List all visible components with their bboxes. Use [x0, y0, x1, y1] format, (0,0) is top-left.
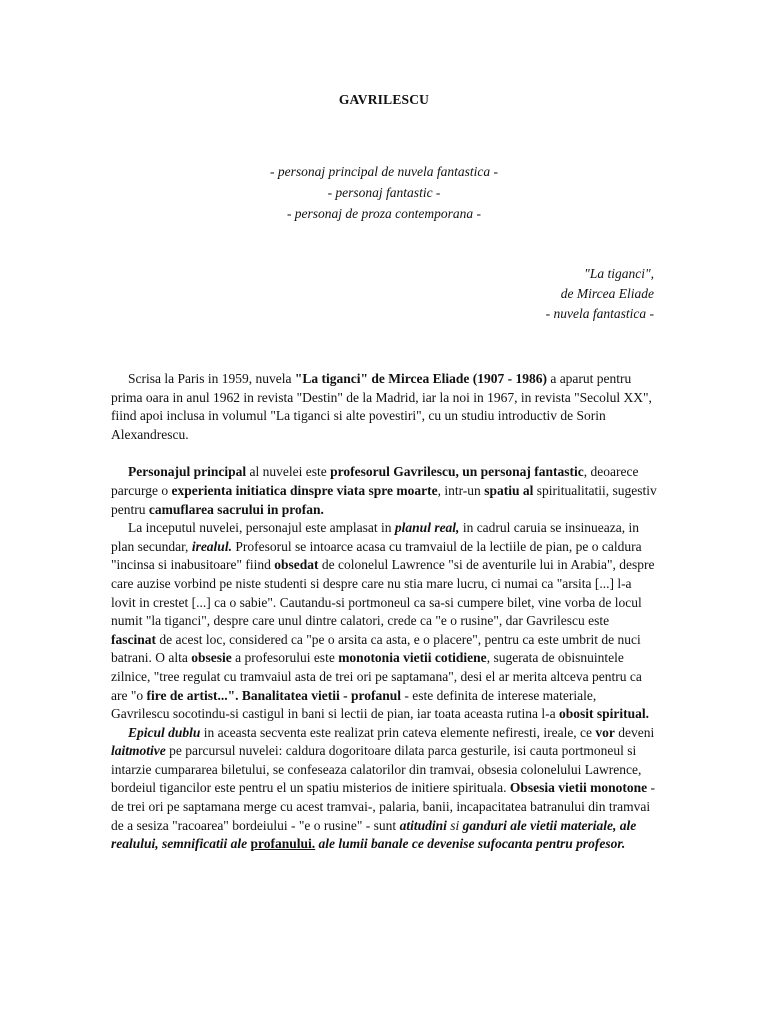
paragraph-intro: [111, 370, 657, 444]
text-run: , sugerata de obisnuintele zilnice, "tree regulat cu tramvaiul asta de trei ori pe saptamana", desi el ar merita altceva pentru ca are "o: [111, 650, 642, 703]
subtitle-block: [0, 161, 768, 224]
text-run-bold-italic: ale lumii banale ce devenise sufocanta pentru profesor.: [315, 836, 626, 852]
text-run: , intr-un: [437, 482, 485, 498]
document-body: [111, 370, 657, 854]
text-run-italic: si: [446, 817, 463, 833]
text-run-bold-italic: ale realului, semnificatii ale: [111, 817, 637, 852]
text-run-bold-underline: profanului.: [250, 836, 316, 852]
paragraph-double-epic: [111, 724, 657, 854]
subtitle-line: - personaj principal de nuvela fantastica -: [270, 164, 498, 179]
text-run: La inceputul nuvelei, personajul este amplasat in: [128, 520, 395, 536]
text-run: in aceasta secventa este realizat prin cateva elemente nefiresti, ireale, ce: [200, 724, 596, 740]
text-run-bold: "La tiganci" de Mircea Eliade (1907 - 1986): [294, 371, 547, 386]
text-run-bold: camuflarea sacrului in profan.: [148, 501, 324, 517]
text-run-bold: vor: [595, 724, 615, 740]
text-run-bold: experienta initiatica dinspre viata spre moarte: [171, 482, 438, 498]
text-run-bold: obsesie: [191, 650, 232, 666]
text-run-bold-italic: ganduri ale vietii materiale,: [462, 817, 617, 833]
text-run-bold: ".: [227, 687, 242, 703]
text-run-bold-italic: laitmotive: [111, 743, 166, 759]
text-run-bold: Personajul principal: [128, 464, 247, 480]
text-run: Scrisa la Paris in 1959, nuvela: [128, 371, 295, 386]
text-run-bold-italic: irealul.: [191, 538, 232, 554]
text-run: - este definita de interese materiale, Gavrilescu socotindu-si castigul in bani si lectii de pian, iar toata aceasta rutina l-a: [111, 687, 597, 722]
text-run: -de trei ori pe saptamana merge cu acest tramvai-, palaria, banii, incapacitatea batranului din tramvai de a sesiza "racoarea" bordeiului - "e o rusine" - sunt: [111, 780, 656, 833]
text-run: pe parcursul nuvelei: caldura dogoritoare dilata parca gesturile, isi cauta portmoneul si intarzie cumpararea biletului, se confeseaza calatorilor din tramvai, obsesia colonelului Lawrence, bordeiul tigancilor este pentru el un spatiu misterios de initiere spirituala.: [111, 743, 642, 796]
text-run: a aparut pentru prima oara in anul 1962 in revista "Destin" de la Madrid, iar la noi in 1967, in revista "Secolul XX", fiind apoi inclusa in volumul "La tiganci si alte povestiri", cu un studiu introductiv de Sorin Alexandrescu.: [111, 371, 652, 442]
paragraph-real-plane: [111, 519, 657, 724]
text-run: de colonelul Lawrence "si de aventurile lui in Arabia", despre care auzise vorbind pe niste studenti si despre care nu stia mare lucru, ci numai ca "arsita [...] l-a lovit in crestet [...] ca o sabie". Cautandu-si portmoneul ca sa-si cumpere bilet, vine vorba de locul numit "la tiganci", despre care unul dintre calatori, crede ca "e o rusine", dar Gavrilescu este: [111, 557, 655, 629]
text-run-bold: spatiu al: [484, 482, 534, 498]
subtitle-line: - personaj de proza contemporana -: [286, 206, 482, 221]
text-run: al nuvelei este: [246, 464, 331, 480]
subtitle-line: - personaj fantastic -: [327, 185, 441, 200]
text-run-bold: obsedat: [274, 557, 319, 573]
text-run-bold-italic: atitudini: [399, 817, 447, 833]
source-line: de Mircea Eliade: [560, 286, 654, 301]
source-line: - nuvela fantastica -: [545, 306, 654, 321]
text-run: deveni: [614, 724, 655, 740]
text-run-bold: fascinat: [111, 631, 156, 647]
text-run: Profesorul se intoarce acasa cu tramvaiul de la lectiile de pian, pe o caldura "incinsa si inabusitoare" fiind: [111, 538, 642, 573]
source-block: [546, 264, 654, 324]
text-run: in cadrul caruia se insinueaza, in plan secundar,: [111, 520, 639, 554]
text-run: , deoarece parcurge o: [111, 464, 639, 498]
paragraph-gap: [111, 444, 657, 463]
text-run: a profesorului este: [231, 650, 339, 666]
text-run-bold: Banalitatea vietii - profanul: [241, 687, 401, 703]
text-run-bold-italic: planul real,: [394, 520, 460, 536]
text-run-bold: Obsesia vietii monotone: [509, 780, 648, 796]
text-run: de acest loc, considered ca "pe o arsita ca asta, e o placere", pentru ca este umbrit de nuci batrani. O alta: [111, 631, 641, 666]
text-run-bold-italic: Epicul dublu: [128, 724, 201, 740]
text-run-bold: profesorul Gavrilescu, un personaj fantastic: [330, 464, 584, 480]
text-run-bold: fire de artist...: [146, 687, 228, 703]
paragraph-character: [111, 463, 657, 519]
source-line: "La tiganci",: [584, 266, 654, 281]
document-title: GAVRILESCU: [338, 92, 430, 107]
text-run-bold: monotonia vietii cotidiene: [338, 650, 487, 666]
text-run-bold: obosit spiritual.: [558, 706, 650, 722]
text-run: spiritualitatii, sugestiv pentru: [111, 482, 657, 517]
